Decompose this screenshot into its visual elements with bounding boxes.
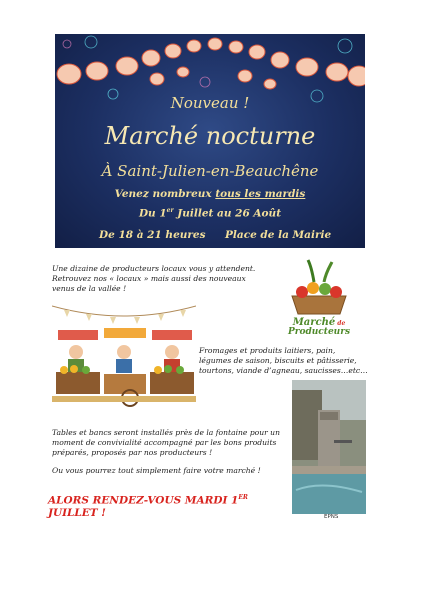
fountain-photo <box>292 380 366 514</box>
cta-rest: JUILLET ! <box>48 506 106 519</box>
marche-producteurs-logo <box>284 256 354 336</box>
dates-prefix: Du 1 <box>138 207 167 220</box>
call-to-action <box>48 494 288 519</box>
poster-title: Marché nocturne <box>104 122 316 150</box>
dates-sup: er <box>166 207 174 214</box>
invite-emphasis: tous les mardis <box>215 188 306 200</box>
tables-paragraph: Tables et bancs seront installés près de la fontaine pour un moment de convivialité accompagné par les bons produits préparés, proposés par nos producteurs ! <box>52 428 280 457</box>
poster-dates <box>55 207 365 220</box>
final-paragraph: Ou vous pourrez tout simplement faire votre marché ! <box>52 466 261 475</box>
cta-prefix: ALORS RENDEZ-VOUS MARDI 1 <box>48 494 239 507</box>
poster-place: Place de la Mairie <box>225 229 332 241</box>
dates-rest: Juillet au 26 Août <box>173 207 282 220</box>
cta-sup: ER <box>238 494 248 501</box>
intro-paragraph: Une dizaine de producteurs locaux vous y attendent. Retrouvez nos « locaux » mais aussi des nouveaux venus de la vallée ! <box>52 264 256 293</box>
photo-credit: EPNS <box>324 514 339 520</box>
poster-time: De 18 à 21 heures <box>99 229 206 241</box>
event-poster <box>55 34 365 248</box>
logo-line3: Producteurs <box>287 327 351 336</box>
invite-prefix: Venez nombreux <box>114 188 216 200</box>
logo-line2: de <box>337 320 346 327</box>
products-paragraph: Fromages et produits laitiers, pain, légumes de saison, biscuits et pâtisserie, tourtons, viande d’agneau, saucisses…etc… <box>199 346 368 375</box>
poster-town: À Saint-Julien-en-Beauchêne <box>101 162 319 180</box>
market-stalls-illustration <box>52 300 196 410</box>
poster-headline: Nouveau ! <box>170 94 250 112</box>
poster-invite <box>55 188 365 200</box>
logo-line1: Marché <box>292 317 336 328</box>
